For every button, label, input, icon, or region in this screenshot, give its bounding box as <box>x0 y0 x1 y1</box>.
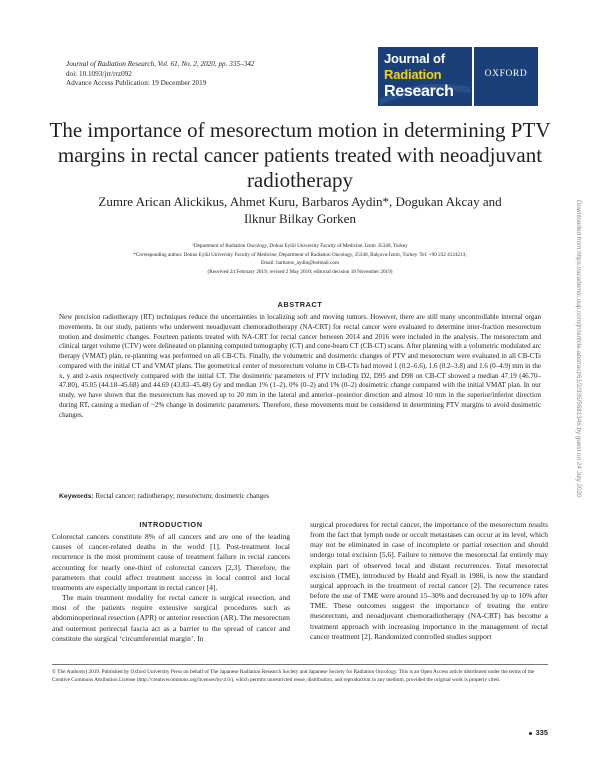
received-dates: (Received 24 February 2019; revised 2 May 2010; editorial decision 18 November 2019) <box>207 268 393 275</box>
logo-line-1: Journal of <box>384 51 445 66</box>
authors-line-2: Ilknur Bilkay Gorken <box>244 210 356 226</box>
abstract-heading: ABSTRACT <box>277 300 323 309</box>
doi-line: doi: 10.1093/jrr/rrz092 <box>66 69 132 78</box>
access-line: Advance Access Publication: 19 December 2019 <box>66 79 207 88</box>
body-column-right <box>310 520 548 642</box>
jrr-logo-panel <box>378 47 472 106</box>
authors-line-1: Zumre Arican Alickikus, Ahmet Kuru, Barbaros Aydin*, Dogukan Akcay and <box>98 194 502 209</box>
page-number <box>488 728 548 737</box>
publisher-logo <box>474 47 538 106</box>
article-title: The importance of mesorectum motion in determining PTV margins in rectal cancer patients treated with neoadjuvant radiotherapy <box>49 118 551 192</box>
footer-divider <box>52 664 548 665</box>
download-watermark: Downloaded from https://academic.oup.com/jrr/article-abstract/61/2/335/5681346 by guest on 24 July 2020 <box>575 200 582 498</box>
bullet-icon <box>529 732 532 735</box>
author-list <box>40 194 560 227</box>
logo-line-3: Research <box>384 83 454 100</box>
correspondence: *Corresponding author. Dokuz Eylül University Faculty of Medicine, Department of Radiation Oncology, 35340, Balçova-İzmir, Turkey. Tel: +90 232 4124213; <box>133 251 467 258</box>
affiliation: ¹Department of Radiation Oncology, Dokuz Eylül University Faculty of Medicine, İzmir 35340, Turkey <box>192 243 408 249</box>
intro-paragraph-2: The main treatment modality for rectal cancer is surgical resection, and most of the patients require extensive surgical procedures such as abdominoperineal resection (APR) or anterior resection (AR). The mesorectum and outermost perirectal fascia act as a barrier to the spread of cancer and constitute the surgical ‘circumferential margin’. In <box>52 593 290 643</box>
journal-logo <box>378 47 538 106</box>
intro-paragraph-3: surgical procedures for rectal cancer, the importance of the mesorectum results from the fact that lymph node or occult metastases can occur at its level, which may not be eliminated in case of incomplete or partial resection and should undergo total excision [5,6]. Failure to remove the mesorectal fat entirely may explain part of observed local and distant recurrences. Total mesorectal excision (TME), introduced by Heald and Ryall in 1986, is now the standard surgical approach in the treatment of rectal cancer [2]. The recurrence rates before the use of TME were around 15–30% and decreased by up to 10% after TME. These outcomes suggest the importance of treating the entire mesorectum, and neoadjuvant chemoradiotherapy (NA-CRT) has become a treatment approach with increasing importance in the management of rectal cancer treatment [2]. Randomized controlled studies support <box>310 520 548 641</box>
abstract-text: New precision radiotherapy (RT) techniques reduce the uncertainties in localizing soft and moving tumors. However, there are still many uncontrollable internal organ movements. In our study, patients who underwent neoadjuvant chemoradiotherapy (NA-CRT) for rectal cancer were evaluated to determine inter-fraction mesorectum motion and dosimetric changes. Fourteen patients treated with NA-CRT for rectal cancer between 2014 and 2016 were included in the analysis. The mesorectum and clinical target volume (CTV) were delineated on planning computed tomography (CT) and cone-beam CT (CB-CT) scans. After planning with a volumetric modulated arc therapy (VMAT) plan, re-planning was performed on all CB-CTs. Finally, the volumetric and dosimetric changes of PTV and mesorectum were evaluated in all CB-CTs compared with the initial CT and VMAT plans. The geometrical center of mesorectum volume in CB-CTs had moved 1 (0.2–6.6), 1.6 (0.2–3.8) and 1.6 (0–4.9) mm in the x, y and z-axis respectively compared with the initial CT. The dosimetric parameters of PTV including D2, D95 and D98 on CB-CT showed a median 47.19 (46.70–47.80), 45.05 (44.18–45.68) and 44.69 (43.83–45.48) Gy and median 1% (1–2), 0% (0–2) and 1% (0–2) dosimetric change compared with the initial VMAT plan. In our study, we have shown that the mesorectum has moved up to 20 mm in the lateral and anterior–posterior direction and almost 10 mm in the superior/inferior direction during RT, causing a median of ~2% change in dosimetric parameters. Therefore, these movements must be considered in determining PTV margins to avoid dosimetric changes. <box>59 313 541 419</box>
email: Email: barbaros_aydin@hotmail.com <box>261 260 339 267</box>
publisher-name: OXFORD <box>484 69 528 79</box>
keywords <box>59 492 541 502</box>
affiliation-block <box>55 242 545 276</box>
keywords-list: Rectal cancer; radiotherapy; mesorectum; dosimetric changes <box>95 492 270 500</box>
logo-line-2: Radiation <box>384 67 442 82</box>
journal-citation-block <box>66 60 366 89</box>
body-column-left <box>52 520 290 644</box>
intro-paragraph-1: Colorectal cancers constitute 8% of all cancers and are one of the leading causes of cancer-related deaths in the world [1]. Post-treatment local recurrence is the most prominent cause of treatment failure in rectal cancers accounting for nearly one-third of colorectal cancers [2,3]. Therefore, the parameters that could affect treatment success in local control and local treatments are especially important in rectal cancer [4]. <box>52 532 290 592</box>
license-text: © The Author(s) 2019. Published by Oxford University Press on behalf of The Japanese Radiation Research Society and Japanese Society for Radiation Oncology. This is an Open Access article distributed under the terms of the Creative Commons Attribution License (http://creativecommons.org/licenses/by/4.0/), which permits unrestricted reuse, distribution, and reproduction in any medium, provided the original work is properly cited. <box>52 669 535 684</box>
journal-line: Journal of Radiation Research, Vol. 61, No. 2, 2020, pp. 335–342 <box>66 60 255 68</box>
keywords-label: Keywords: <box>59 493 94 500</box>
introduction-heading: INTRODUCTION <box>139 520 203 529</box>
page-number-value: 335 <box>535 728 548 737</box>
